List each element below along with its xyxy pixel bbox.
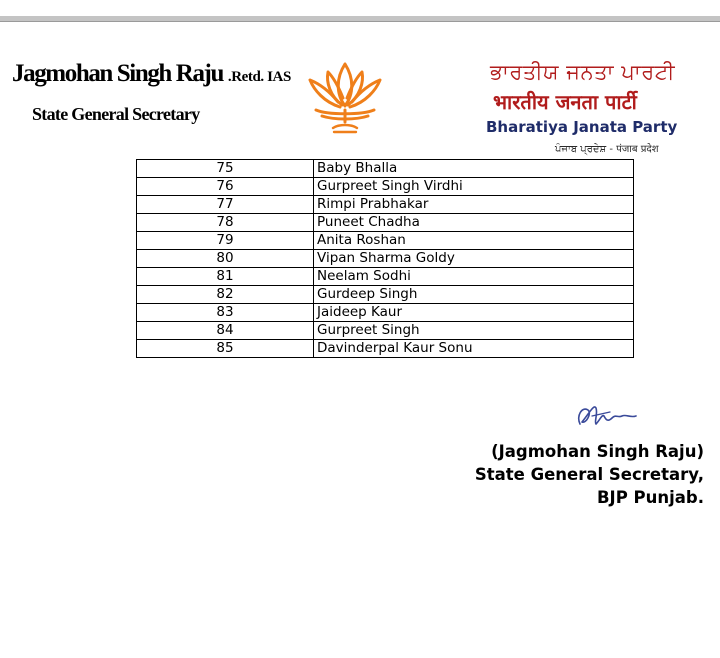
member-name: Neelam Sodhi <box>314 268 634 286</box>
member-list-table <box>136 159 634 358</box>
member-name: Jaideep Kaur <box>314 304 634 322</box>
party-state-unit: ਪੰਜਾਬ ਪ੍ਰਦੇਸ਼ - पंजाब प्रदेश <box>555 144 659 155</box>
table-row <box>137 232 634 250</box>
serial-number: 81 <box>137 268 314 286</box>
party-name-hindi: भारतीय जनता पार्टी <box>493 90 637 114</box>
sender-name-suffix: .Retd. IAS <box>227 69 291 85</box>
table-row <box>137 160 634 178</box>
signature-icon <box>570 400 650 432</box>
serial-number: 80 <box>137 250 314 268</box>
serial-number: 83 <box>137 304 314 322</box>
serial-number: 82 <box>137 286 314 304</box>
party-name-english: Bharatiya Janata Party <box>486 118 678 136</box>
signoff-org: BJP Punjab. <box>596 488 704 507</box>
signoff-name: (Jagmohan Singh Raju) <box>491 442 704 461</box>
serial-number: 84 <box>137 322 314 340</box>
table-row <box>137 286 634 304</box>
serial-number: 76 <box>137 178 314 196</box>
serial-number: 75 <box>137 160 314 178</box>
table-row <box>137 304 634 322</box>
header-rule-shadow <box>0 21 720 22</box>
sender-name-text: Jagmohan Singh Raju <box>12 60 223 87</box>
sender-title: State General Secretary <box>32 104 200 124</box>
sender-name <box>12 60 291 88</box>
serial-number: 78 <box>137 214 314 232</box>
table-row <box>137 178 634 196</box>
serial-number: 85 <box>137 340 314 358</box>
member-name: Gurdeep Singh <box>314 286 634 304</box>
member-name: Puneet Chadha <box>314 214 634 232</box>
party-name-gurmukhi: ਭਾਰਤੀਯ ਜਨਤਾ ਪਾਰਟੀ <box>490 60 676 84</box>
member-name: Davinderpal Kaur Sonu <box>314 340 634 358</box>
table-row <box>137 196 634 214</box>
table-row <box>137 214 634 232</box>
serial-number: 79 <box>137 232 314 250</box>
table-row <box>137 340 634 358</box>
table-row <box>137 322 634 340</box>
member-name: Baby Bhalla <box>314 160 634 178</box>
signoff-title: State General Secretary, <box>474 465 704 484</box>
member-name: Gurpreet Singh <box>314 322 634 340</box>
table-row <box>137 250 634 268</box>
member-name: Gurpreet Singh Virdhi <box>314 178 634 196</box>
lotus-icon <box>306 58 384 140</box>
table-row <box>137 268 634 286</box>
member-name: Vipan Sharma Goldy <box>314 250 634 268</box>
member-name: Rimpi Prabhakar <box>314 196 634 214</box>
serial-number: 77 <box>137 196 314 214</box>
signoff-block <box>475 440 704 509</box>
member-name: Anita Roshan <box>314 232 634 250</box>
